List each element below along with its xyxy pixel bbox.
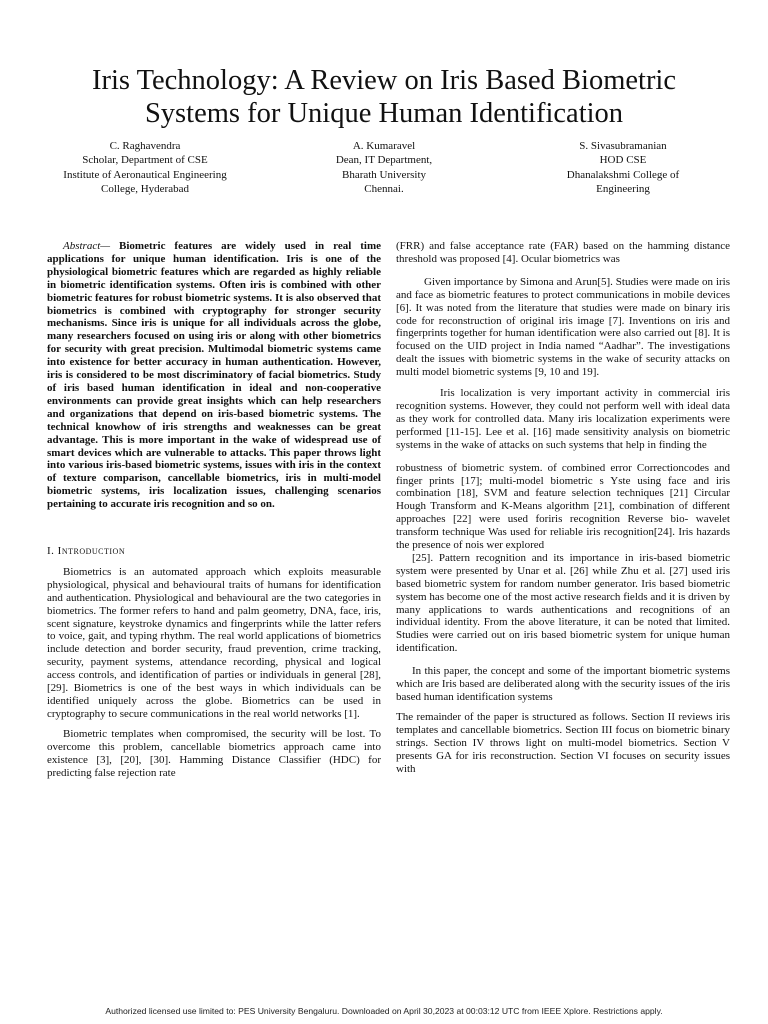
author-name: A. Kumaravel <box>352 140 416 152</box>
paper-title <box>40 64 728 130</box>
abstract-text: Biometric features are widely used in real time applications for unique human identification. Iris is one of the physiological biometric features which are regarded as highly reliable in biometric identification systems. Often iris is combined with other biometric features for robust biometric systems. It is also observed that biometrics is combined with cryptography for stronger security mechanisms. Since iris is unique for all individuals across the globe, many researchers focused on using iris or along with other biometrics for security with great precision. Multimodal biometric systems came into existence for better accuracy in human authentication. However, iris is considered to be most discriminatory of facial biometrics. Study of iris based human identification in ideal and non-cooperative environments can provide great insights which can help researchers and organizations that depend on iris-based biometric systems. The technical knowhow of iris strengths and weaknesses can be great advantage. This is more important in the wake of widespread use of smart devices which are vulnerable to attacks. This paper throws light into various iris-based biometric systems, issues with iris in the context of texture comparison, cancellable biometrics, iris in multi-model biometric systems, iris localization issues, challenging scenarios pertaining to accurate iris recognition and so on. <box>47 240 381 511</box>
intro-paragraph-2: Biometric templates when compromised, the security will be lost. To overcome this problem, cancellable biometrics approach came into existence [3], [20], [30]. Hamming Distance Classifier (HDC) for predicting false rejection rate <box>47 727 381 779</box>
body-paragraph-robustness: robustness of biometric system. of combined error Correctioncodes and finger prints [17]; multi-model biometric s Yste using face and iris combination [18], SVM and feature selection techniques [21] Circular Hough Transform and K-Means algorithm [21], combination of different approaches [22] were used foriris recognition Reverse bio- wavelet transform technique Was used for reliable iris recognition[24]. Iris hazards the presence of nois wer explored <box>396 461 730 552</box>
title-line-1: Iris Technology: A Review on Iris Based Biometric <box>91 65 676 96</box>
author-2 <box>269 139 499 197</box>
title-line-2: Systems for Unique Human Identification <box>144 98 624 129</box>
left-column <box>47 240 381 779</box>
license-footer: Authorized licensed use limited to: PES University Bengaluru. Downloaded on April 30,2023 at 00:03:12 UTC from IEEE Xplore. Restrictions apply. <box>105 1006 663 1016</box>
author-affiliation: Bharath University <box>341 168 426 181</box>
author-affiliation: HOD CSE <box>599 154 647 167</box>
abstract <box>47 240 381 511</box>
right-column <box>396 240 730 775</box>
author-affiliation: Scholar, Department of CSE <box>82 154 208 167</box>
body-paragraph-localization: Iris localization is very important activity in commercial iris recognition systems. However, they could not perform well with ideal data as they work for controlled data. Many iris localization experiments were performed [11-15]. Lee et al. [16] made sensitivity analysis on biometric systems in the wake of attacks on such systems that help in finding the <box>396 387 730 451</box>
body-paragraph-pattern: [25]. Pattern recognition and its importance in iris-based biometric system were presented by Unar et al. [26] while Zhu et al. [27] used iris based biometric system for random number generator. Iris based biometric system has become one of the most active research fields and it is driven by many applications to wards authentications and recognitions of an individual identity. From the above literature, it can be noted that limited. Studies were carried out on iris based biometric system for unique human identification. <box>396 551 730 655</box>
section-heading-introduction: I. Introduction <box>47 545 126 558</box>
author-name: C. Raghavendra <box>109 140 181 152</box>
author-affiliation: Chennai. <box>364 183 404 196</box>
author-3 <box>508 139 738 197</box>
author-affiliation: Dean, IT Department, <box>335 154 433 167</box>
intro-paragraph-1: Biometrics is an automated approach which exploits measurable physiological, physical and behavioural traits of humans for identification and authentication. Physiological and behavioural are the two categories in biometrics. The former refers to hand and palm geometry, DNA, face, iris, scent signature, keystroke dynamics and fingerprints while the latter refers to voice, gait, and typing rhythm. The real world applications of biometrics include detection and border security, fraud prevention, crime tracking, security, payment systems, attendance recording, physical and logical access controls, and identification of parties or individuals in general [28], [29]. Biometrics is one of the best ways in which individuals can be identified uniquely across the globe. Biometrics can be used in cryptography to secure communications in the real world networks [1]. <box>47 565 381 720</box>
body-paragraph-continued: (FRR) and false acceptance rate (FAR) based on the hamming distance threshold was proposed [4]. Ocular biometrics was <box>396 240 730 265</box>
abstract-label: Abstract— <box>63 240 111 252</box>
author-affiliation: Dhanalakshmi College of <box>566 168 680 181</box>
body-paragraph-concept: In this paper, the concept and some of the important biometric systems which are Iris based are deliberated along with the security issues of the iris based human identification systems <box>396 665 730 703</box>
author-block <box>30 139 738 197</box>
author-affiliation: Institute of Aeronautical Engineering <box>63 168 227 181</box>
author-1 <box>30 139 260 197</box>
body-paragraph-ocular: Given importance by Simona and Arun[5]. Studies were made on iris and face as biometric features to protect communications in mobile devices [6]. It was noted from the literature that studies were made on binary iris code for reconstruction of original iris image [7]. Inventions on iris and fingerprints together for human identification were also carried out [8]. It is focused on the UID project in India named “Aadhar”. The investigations dealt the issues with biometric systems in the wake of security attacks on multi model biometric systems [9, 10 and 19]. <box>396 275 730 379</box>
author-name: S. Sivasubramanian <box>579 140 667 152</box>
body-paragraph-structure: The remainder of the paper is structured as follows. Section II reviews iris templates and cancellable biometrics. Section III focus on biometric binary strings. Section IV throws light on multi-model biometrics. Section V presents GA for iris reconstruction. Section VI focuses on security issues with <box>396 710 730 775</box>
author-affiliation: Engineering <box>596 183 650 196</box>
author-affiliation: College, Hyderabad <box>101 183 189 196</box>
